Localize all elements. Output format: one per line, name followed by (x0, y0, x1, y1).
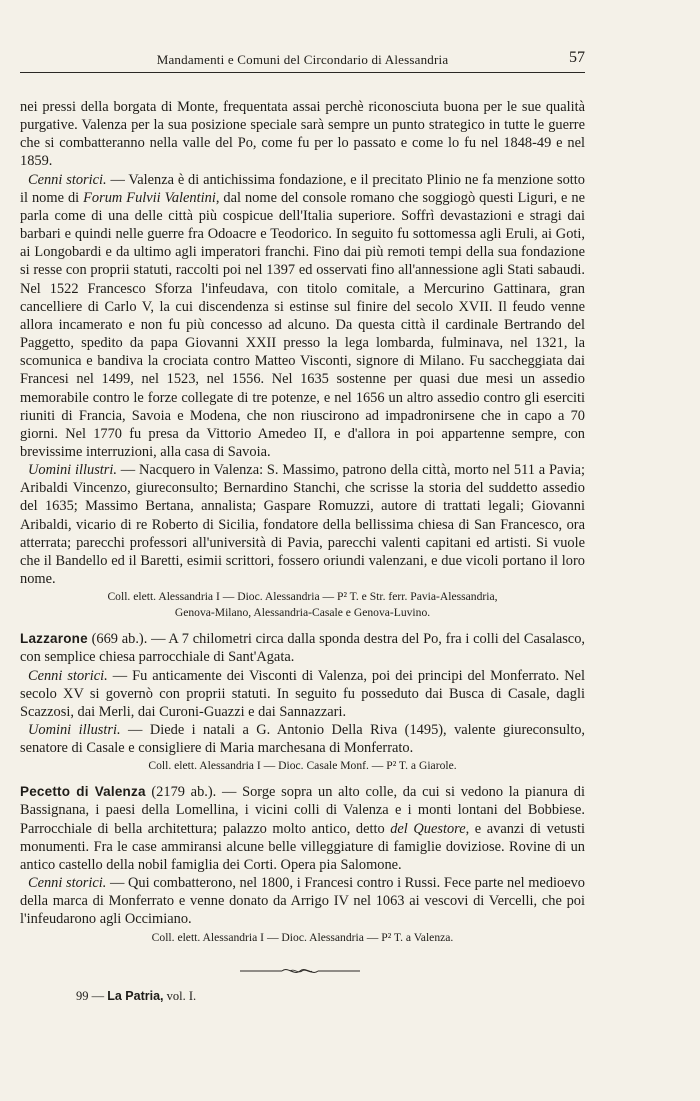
section-end-ornament (240, 965, 360, 977)
signature-number: 99 — (76, 989, 105, 1003)
pecetto-collegio-note: Coll. elett. Alessandria I — Dioc. Alessandria — P² T. a Valenza. (151, 930, 454, 944)
pecetto-cenni-paragraph: Cenni storici. — Qui combatterono, nel 1800, i Francesi contro i Russi. Fece parte nel medioevo della marca di Monferrato e venne donato da Arrigo IV nel 1063 ai vescovi di Vercelli, che poi l'infeudarono agli Occimiano. (20, 875, 585, 928)
pecetto-entry: Pecetto di Valenza (2179 ab.). — Sorge sopra un alto colle, da cui si vedono la pianura di Bassignana, i paesi della Lomellina, i vicini colli di Valenza e i monti lontani del Bobbiese. Parrocchiale di bella architettura; palazzo molto antico, detto del Questore, e avanzi di vetusti monumenti. Fra le case ammiransi alcune belle villeggiature di famiglie doviziose. Rovine di un antico castello della nobil famiglia dei Corti. Opera pia Salomone. (20, 784, 586, 873)
valenza-cenni-paragraph: Cenni storici. — Valenza è di antichissima fondazione, e il precitato Plinio ne fa menzione sotto il nome di Forum Fulvii Valentini, dal nome del console romano che soggiogò questi Liguri, e ne parla come di una delle città più cospicue dell'Italia superiore. Soffrì devastazioni e stragi dai barbari e quindi nelle guerre fra Odoacre e Teodorico. In seguito fu sottomessa agli Eruli, ai Goti, ai Longobardi e da ultimo agli imperatori franchi. Fino dai più remoti tempi della sua fondazione si resse con proprii statuti, raccolti poi nel 1397 ed osservati fino all'annessione agli Stati sabaudi. Nel 1522 Francesco Sforza l'infeudava, con titolo comitale, a Mercurino Gattinara, gran cancelliere di Carlo V, la cui discendenza si estinse sul finire del secolo XVII. Il feudo venne allora incamerato e non fu più concesso ad alcuno. Da questa città il cardinale Bertrando del Paggetto, spedito da papa Giovanni XXII presso la lega lombarda, fulminava, nel 1321, la scomunica e bandiva la crociata contro Matteo Visconti, signore di Milano. Fu saccheggiata dai Francesi nel 1499, nel 1523, nel 1556. Nel 1635 sostenne per quasi due mesi un assedio memorabile contro le forze collegate di tre potenze, e nel 1656 un altro assedio contro gli eserciti riuniti di Francia, Savoia e Modena, che non riuscirono ad impadronirsene che in capo a 70 giorni. Nel 1770 fu presa da Vittorio Amedeo II, e d'allora in poi appartenne sempre, con brevissime interruzioni, alla casa di Savoia. (20, 171, 585, 460)
valenza-intro-paragraph: nei pressi della borgata di Monte, frequentata assai perchè riconosciuta buona per le sue qualità purgative. Valenza per la sua posizione speciale sarà sempre un punto strategico in tutte le guerre che si combatteranno nella valle del Po, come fu per lo passato e come lo fu nel 1848-49 e nel 1859. (20, 99, 585, 170)
section-label-cenni: Cenni storici. (28, 171, 107, 188)
page-number: 57 (569, 49, 585, 66)
entry-title-lazzarone: Lazzarone (20, 631, 88, 647)
running-header (20, 48, 585, 73)
printer-signature (76, 989, 196, 1004)
valenza-uomini-paragraph: Uomini illustri. — Nacquero in Valenza: S. Massimo, patrono della città, morto nel 511 a Pavia; Aribaldi Vincenzo, giureconsulto; Bernardino Stanchi, che scrisse la storia del suddetto assedio del 1635; Massimo Bertana, annalista; Gaspare Romuzzi, autore di trattati legali; Giovanni Aribaldi, vicario di re Roberto di Sicilia, fondatore della bellissima chiesa di San Francesco, ora atterrata; parecchi professori all'università di Pavia, parecchi valenti capitani ed artisti. Si vuole che il Bandello ed il Baretti, esimii scrittori, fossero oriundi valenzani, e due vicoli portano il loro nome. (20, 462, 585, 588)
valenza-collegio-note: Coll. elett. Alessandria I — Dioc. Alessandria — P² T. e Str. ferr. Pavia-Alessandria, Genova-Milano, Alessandria-Casale e Genova-Luvino. (107, 590, 498, 620)
volume-label: vol. I. (166, 989, 197, 1003)
lazzarone-cenni-paragraph: Cenni storici. — Fu anticamente dei Visconti di Valenza, poi dei principi del Monferrato. Nel secolo XV si governò con proprii statuti. In seguito fu posseduto dai Busca di Casale, dagli Scazzosi, dai Merli, dai Curoni-Guazzi e dai Sannazzari. (20, 667, 585, 720)
section-label-uomini: Uomini illustri. (28, 462, 117, 479)
lazzarone-entry: Lazzarone (669 ab.). — A 7 chilometri circa dalla sponda destra del Po, fra i colli del Casalasco, con semplice chiesa parrocchiale di Sant'Agata. (20, 631, 585, 666)
lazzarone-uomini-paragraph: Uomini illustri. — Diede i natali a G. Antonio Della Riva (1495), valente giureconsulto, senatore di Casale e consigliere di Maria marchesana di Monferrato. (20, 722, 585, 757)
lazzarone-collegio-note: Coll. elett. Alessandria I — Dioc. Casale Monf. — P² T. a Giarole. (148, 759, 457, 773)
entry-title-pecetto: Pecetto di Valenza (20, 784, 146, 800)
book-title: La Patria, (107, 989, 164, 1003)
page-body (20, 98, 585, 948)
header-title: Mandamenti e Comuni del Circondario di Alessandria (156, 52, 449, 67)
